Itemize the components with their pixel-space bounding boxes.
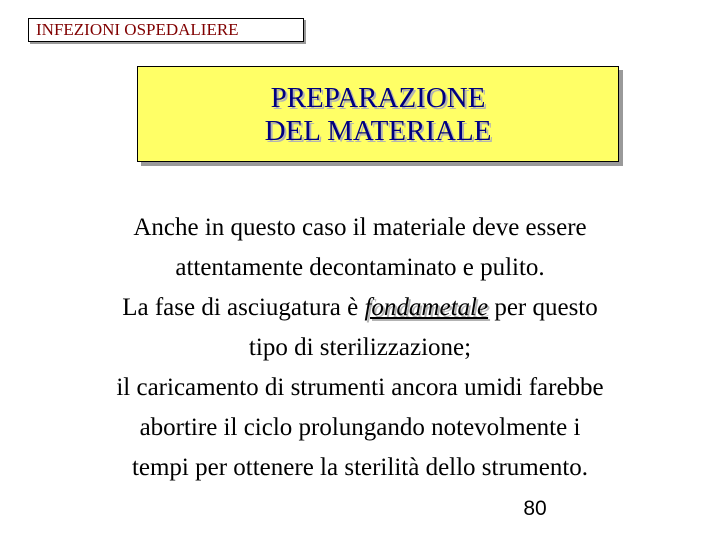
- slide-title-line-1: PREPARAZIONE: [270, 82, 486, 114]
- emphasized-word: fondametale: [364, 294, 489, 321]
- body-line-4: tipo di sterilizzazione;: [248, 334, 472, 361]
- body-line-3: [20, 288, 700, 328]
- body-line-1: Anche in questo caso il materiale deve essere: [133, 214, 587, 241]
- body-line-6: abortire il ciclo prolungando notevolmente i: [139, 414, 581, 441]
- section-label: INFEZIONI OSPEDALIERE: [28, 18, 304, 42]
- body-line-5: il caricamento di strumenti ancora umidi farebbe: [116, 374, 604, 401]
- body-text: [20, 208, 700, 488]
- slide-title-line-2: DEL MATERIALE: [264, 115, 492, 147]
- body-line-2: attentamente decontaminato e pulito.: [175, 254, 545, 281]
- page-number: 80: [523, 497, 547, 520]
- body-line-3-start: La fase di asciugatura è: [122, 294, 365, 321]
- title-box: [137, 66, 619, 162]
- body-line-7: tempi per ottenere la sterilità dello strumento.: [131, 454, 589, 481]
- body-line-3-end: per questo: [488, 294, 598, 321]
